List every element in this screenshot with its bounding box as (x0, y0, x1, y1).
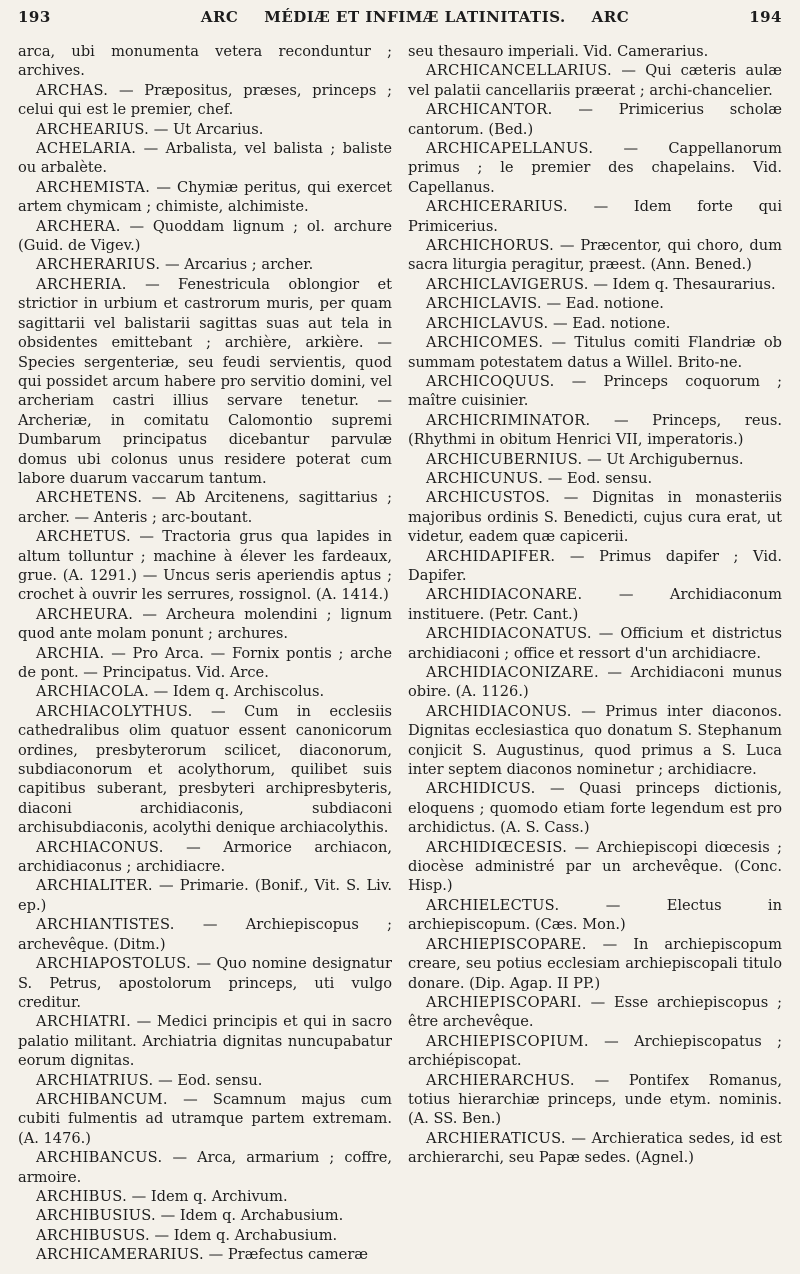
dictionary-entry (408, 469, 782, 488)
entry-definition: — Scamnum majus cum cubiti fulmentis ad utramque partem extremam. (A. 1476.) (18, 1090, 392, 1147)
entry-definition: — Qui cæteris aulæ vel palatii cancellariis præerat ; archi-chancelier. (408, 62, 782, 99)
entry-headword: ARCHICLAVUS. (426, 314, 549, 332)
entry-definition: seu thesauro imperiali. Vid. Camerarius. (408, 43, 709, 60)
entry-definition: — Fenestricula oblongior et strictior in urbium et castrorum muris, per quam sagittarii vel balistarii sagittas suas aut tela in obsidentes emittebant ; archière, arkière. — Species sergenteriæ, seu feudi servientis, quod qui possidet arcum habere pro servitio domini, vel archeriam castri illius servare tenetur. — Archeriæ, in comitatu Calomontio supremi Dumbarum principatus dicebantur parvulæ domus ubi colonus unus residere poterat cum labore duarum vaccarum tantum. (18, 275, 392, 487)
entry-headword: ARCHICAMERARIUS. (36, 1246, 204, 1264)
dictionary-entry (18, 682, 392, 701)
entry-headword: ARCHICANTOR. (426, 101, 553, 119)
dictionary-entry (408, 1032, 782, 1071)
entry-headword: ARCHIEPISCOPIUM. (426, 1032, 589, 1050)
dictionary-entry (18, 954, 392, 1012)
dictionary-entry (18, 120, 392, 139)
entry-headword: ARCHIACOLA. (36, 683, 150, 701)
entry-headword: ARCHIBANCUM. (36, 1090, 168, 1108)
dictionary-entry (18, 1206, 392, 1225)
dictionary-entry (408, 294, 782, 313)
entry-definition: — Electus in archiepiscopum. (Cæs. Mon.) (408, 896, 782, 934)
entry-headword: ARCHICOQUUS. (426, 372, 555, 390)
entry-headword: ARCHIDIACONUS. (426, 702, 572, 720)
entry-headword: ARCHEMISTA. (36, 178, 151, 196)
dictionary-entry (408, 450, 782, 469)
running-center: MÉDIÆ ET INFIMÆ LATINITATIS. (264, 8, 566, 26)
entry-definition: — Idem q. Thesaurarius. (588, 275, 776, 293)
dictionary-entry (408, 935, 782, 993)
entry-definition: — Tractoria grus qua lapides in altum tolluntur ; machine à élever les fardeaux, grue. (A. 1291.) — Uncus seris aperiendis aptus ; crochet à ouvrir les serrures, rossignol. (A. 1414.) (18, 528, 392, 604)
dictionary-entry (408, 993, 782, 1032)
entry-headword: ARCHEARIUS. (36, 120, 150, 138)
entry-headword: ARCHIEPISCOPARI. (426, 993, 582, 1011)
entry-definition: — In archiepiscopum creare, seu potius ecclesiam archiepiscopali titulo donare. (Dip. Agap. II PP.) (408, 935, 782, 992)
text-columns (18, 42, 782, 1265)
entry-headword: ARCHICERARIUS. (426, 198, 568, 216)
entry-definition: — Præfectus cameræ (203, 1246, 369, 1264)
entry-definition: — Cum in ecclesiis cathedralibus olim quatuor essent canonicorum ordines, presbyterorum scilicet, diaconorum, subdiaconorum et acolythorum, quilibet suis capitibus suberant, presbyteri archipresbyteris, diaconi archidiaconis, subdiaconi archisubdiaconis, acolythi denique archiacolythis. (18, 702, 392, 837)
entry-definition: — Archiepiscopatus ; archiépiscopat. (408, 1032, 782, 1070)
entry-headword: ARCHIDICUS. (426, 780, 536, 798)
entry-headword: ARCHIDIACONATUS. (426, 625, 592, 643)
entry-definition: — Princeps coquorum ; maître cuisinier. (408, 372, 782, 410)
entry-definition: — Eod. sensu. (153, 1071, 263, 1089)
dictionary-entry (18, 702, 392, 838)
entry-definition: — Chymiæ peritus, qui exercet artem chymicam ; chimiste, alchimiste. (18, 178, 392, 216)
entry-definition: — Pontifex Romanus, totius hierarchiæ princeps, unde etym. nominis. (A. SS. Ben.) (408, 1071, 782, 1128)
entry-headword: ARCHERA. (36, 217, 121, 235)
entry-headword: ARCHIDIACONARE. (426, 586, 583, 604)
dictionary-entry (18, 42, 392, 81)
dictionary-entry (408, 197, 782, 236)
entry-definition: — Arbalista, vel balista ; baliste ou arbalète. (18, 140, 392, 177)
entry-definition: — Primarie. (Bonif., Vit. S. Liv. ep.) (18, 877, 392, 914)
entry-definition: — Arcarius ; archer. (160, 256, 314, 274)
entry-definition: — Quo nomine designatur S. Petrus, apostolorum princeps, uti vulgo creditur. (18, 955, 392, 1011)
entry-headword: ARCHICUNUS. (426, 469, 544, 487)
dictionary-entry (408, 585, 782, 624)
dictionary-entry (408, 702, 782, 780)
entry-headword: ARCHIDAPIFER. (426, 547, 556, 565)
dictionary-entry (18, 1226, 392, 1245)
entry-definition: — Ut Archigubernus. (582, 450, 744, 468)
dictionary-entry (408, 314, 782, 333)
page-number-right: 194 (749, 8, 782, 26)
entry-headword: ARCHIACOLYTHUS. (36, 702, 193, 720)
entry-headword: ARCHIERARCHUS. (426, 1071, 575, 1089)
entry-headword: ARCHIELECTUS. (426, 896, 560, 914)
entry-definition: — Ead. notione. (541, 295, 664, 313)
dictionary-entry (408, 663, 782, 702)
entry-headword: ARCHIBUSIUS. (36, 1207, 156, 1225)
entry-headword: ARCHIATRIUS. (36, 1071, 154, 1089)
dictionary-entry (18, 527, 392, 605)
running-left: ARC (200, 8, 239, 26)
entry-headword: ARCHICLAVIGERUS. (426, 275, 589, 293)
entry-headword: ARCHIDIACONIZARE. (426, 664, 599, 681)
entry-definition: — Idem q. Archiscolus. (149, 683, 325, 701)
dictionary-entry (408, 411, 782, 450)
entry-definition: — Ab Arcitenens, sagittarius ; archer. — Anteris ; arc-boutant. (18, 489, 392, 526)
dictionary-entry (18, 275, 392, 488)
entry-headword: ARCHICLAVIS. (426, 295, 542, 313)
entry-definition: — Dignitas in monasteriis majoribus ordinis S. Benedicti, cujus cura erat, ut videtur, eadem quæ capicerii. (408, 489, 782, 546)
dictionary-entry (18, 488, 392, 527)
right-column (408, 42, 782, 1265)
dictionary-entry (18, 915, 392, 954)
entry-definition: — Cappellanorum primus ; le premier des chapelains. Vid. Capellanus. (408, 140, 782, 196)
entry-definition: — Pro Arca. — Fornix pontis ; arche de pont. — Principatus. Vid. Arce. (18, 644, 392, 681)
entry-headword: ARCHICUSTOS. (426, 489, 551, 507)
entry-headword: ARCHIACONUS. (36, 838, 164, 856)
entry-definition: arca, ubi monumenta vetera reconduntur ; archives. (18, 43, 392, 80)
entry-definition: — Quasi princeps dictionis, eloquens ; quomodo etiam forte legendum est pro archidictus. (A. S. Cass.) (408, 780, 782, 837)
dictionary-entry (408, 779, 782, 837)
dictionary-entry (408, 1129, 782, 1168)
dictionary-entry (18, 876, 392, 915)
entry-headword: ARCHICAPELLANUS. (426, 140, 594, 158)
entry-definition: — Titulus comiti Flandriæ ob summam potestatem datus a Willel. Brito-ne. (408, 334, 782, 371)
entry-definition: — Quoddam lignum ; ol. archure (Guid. de Vigev.) (18, 217, 392, 255)
running-title (51, 8, 749, 26)
entry-headword: ARCHICRIMINATOR. (426, 411, 591, 429)
dictionary-entry (18, 1187, 392, 1206)
dictionary-entry (408, 333, 782, 372)
entry-definition: — Primicerius scholæ cantorum. (Bed.) (408, 101, 782, 138)
entry-headword: ARCHIDIŒCESIS. (426, 838, 568, 856)
entry-headword: ARCHIALITER. (36, 877, 153, 895)
dictionary-entry (18, 255, 392, 274)
dictionary-entry (408, 275, 782, 294)
entry-definition: — Medici principis et qui in sacro palatio militant. Archiatria dignitas nuncupabatur eorum dignitas. (18, 1013, 392, 1070)
entry-headword: ARCHIATRI. (36, 1013, 132, 1031)
dictionary-entry (408, 100, 782, 139)
entry-headword: ARCHERIA. (36, 275, 127, 293)
entry-definition: — Præcentor, qui choro, dum sacra liturgia peragitur, præest. (Ann. Bened.) (408, 237, 782, 274)
entry-headword: ARCHIBUSUS. (36, 1226, 150, 1244)
entry-definition: — Arca, armarium ; coffre, armoire. (18, 1149, 392, 1186)
entry-headword: ARCHIANTISTES. (36, 916, 175, 934)
dictionary-entry (408, 547, 782, 586)
entry-definition: — Esse archiepiscopus ; être archevêque. (408, 993, 782, 1031)
entry-definition: — Præpositus, præses, princeps ; celui qui est le premier, chef. (18, 81, 392, 119)
dictionary-entry (18, 838, 392, 877)
entry-definition: — Eod. sensu. (543, 469, 653, 487)
dictionary-entry (408, 236, 782, 275)
entry-definition: — Princeps, reus. (Rhythmi in obitum Henrici VII, imperatoris.) (408, 411, 782, 449)
entry-definition: — Idem q. Archivum. (127, 1187, 288, 1205)
entry-headword: ARCHICOMES. (426, 334, 544, 352)
entry-definition: — Archidiaconi munus obire. (A. 1126.) (408, 664, 782, 701)
dictionary-entry (408, 372, 782, 411)
dictionary-entry (408, 1071, 782, 1129)
dictionary-entry (18, 1245, 392, 1264)
entry-definition: — Archiepiscopus ; archevêque. (Ditm.) (18, 916, 392, 953)
entry-definition: — Officium et districtus archidiaconi ; office et ressort d'un archidiacre. (408, 625, 782, 662)
entry-headword: ARCHETENS. (36, 489, 143, 507)
entry-headword: ARCHIA. (36, 644, 105, 662)
entry-headword: ARCHIBUS. (36, 1187, 128, 1205)
entry-definition: — Idem forte qui Primicerius. (408, 198, 782, 235)
entry-definition: — Archiepiscopi diœcesis ; diocèse administré par un archevêque. (Conc. Hisp.) (408, 838, 782, 895)
entry-definition: — Idem q. Archabusium. (156, 1207, 344, 1225)
dictionary-entry (18, 644, 392, 683)
entry-headword: ARCHIEPISCOPARE. (426, 935, 587, 953)
entry-definition: — Archieratica sedes, id est archierarchi, seu Papæ sedes. (Agnel.) (408, 1129, 782, 1167)
entry-definition: — Ead. notione. (548, 314, 671, 332)
dictionary-entry (408, 896, 782, 935)
dictionary-entry (18, 139, 392, 178)
dictionary-entry (18, 81, 392, 120)
dictionary-entry (408, 488, 782, 546)
dictionary-entry (18, 1090, 392, 1148)
dictionary-entry (18, 1148, 392, 1187)
entry-definition: — Archeura molendini ; lignum quod ante molam ponunt ; archures. (18, 605, 392, 643)
dictionary-entry (18, 1012, 392, 1070)
dictionary-entry (408, 624, 782, 663)
dictionary-entry (18, 178, 392, 217)
entry-headword: ARCHEURA. (36, 605, 134, 623)
entry-definition: — Idem q. Archabusium. (149, 1226, 338, 1244)
running-header (18, 8, 782, 42)
dictionary-entry (408, 61, 782, 100)
entry-definition: — Armorice archiacon, archidiaconus ; archidiacre. (18, 838, 392, 876)
dictionary-entry (18, 605, 392, 644)
dictionary-entry (408, 42, 782, 61)
entry-headword: ARCHICUBERNIUS. (426, 450, 583, 468)
entry-headword: ARCHETUS. (36, 528, 131, 546)
entry-definition: — Archidiaconum instituere. (Petr. Cant.) (408, 586, 782, 623)
dictionary-entry (18, 217, 392, 256)
dictionary-entry (408, 139, 782, 197)
entry-headword: ARCHICANCELLARIUS. (426, 62, 612, 80)
page-number-left: 193 (18, 8, 51, 26)
entry-headword: ARCHIERATICUS. (426, 1129, 566, 1147)
entry-headword: ARCHICHORUS. (426, 237, 555, 255)
entry-definition: — Primus dapifer ; Vid. Dapifer. (408, 547, 782, 584)
running-right: ARC (591, 8, 630, 26)
entry-headword: ARCHIAPOSTOLUS. (36, 955, 192, 973)
entry-headword: ACHELARIA. (36, 140, 137, 158)
entry-headword: ARCHERARIUS. (36, 256, 161, 274)
dictionary-entry (18, 1071, 392, 1090)
dictionary-entry (408, 838, 782, 896)
entry-definition: — Primus inter diaconos. Dignitas ecclesiastica quo donatum S. Stephanum conjicit S. Augustinus, quod primus a S. Luca inter septem diaconos nominetur ; archidiacre. (408, 702, 782, 779)
entry-definition: — Ut Arcarius. (149, 120, 264, 138)
entry-headword: ARCHIBANCUS. (36, 1149, 163, 1167)
left-column (18, 42, 392, 1265)
entry-headword: ARCHAS. (36, 81, 109, 99)
